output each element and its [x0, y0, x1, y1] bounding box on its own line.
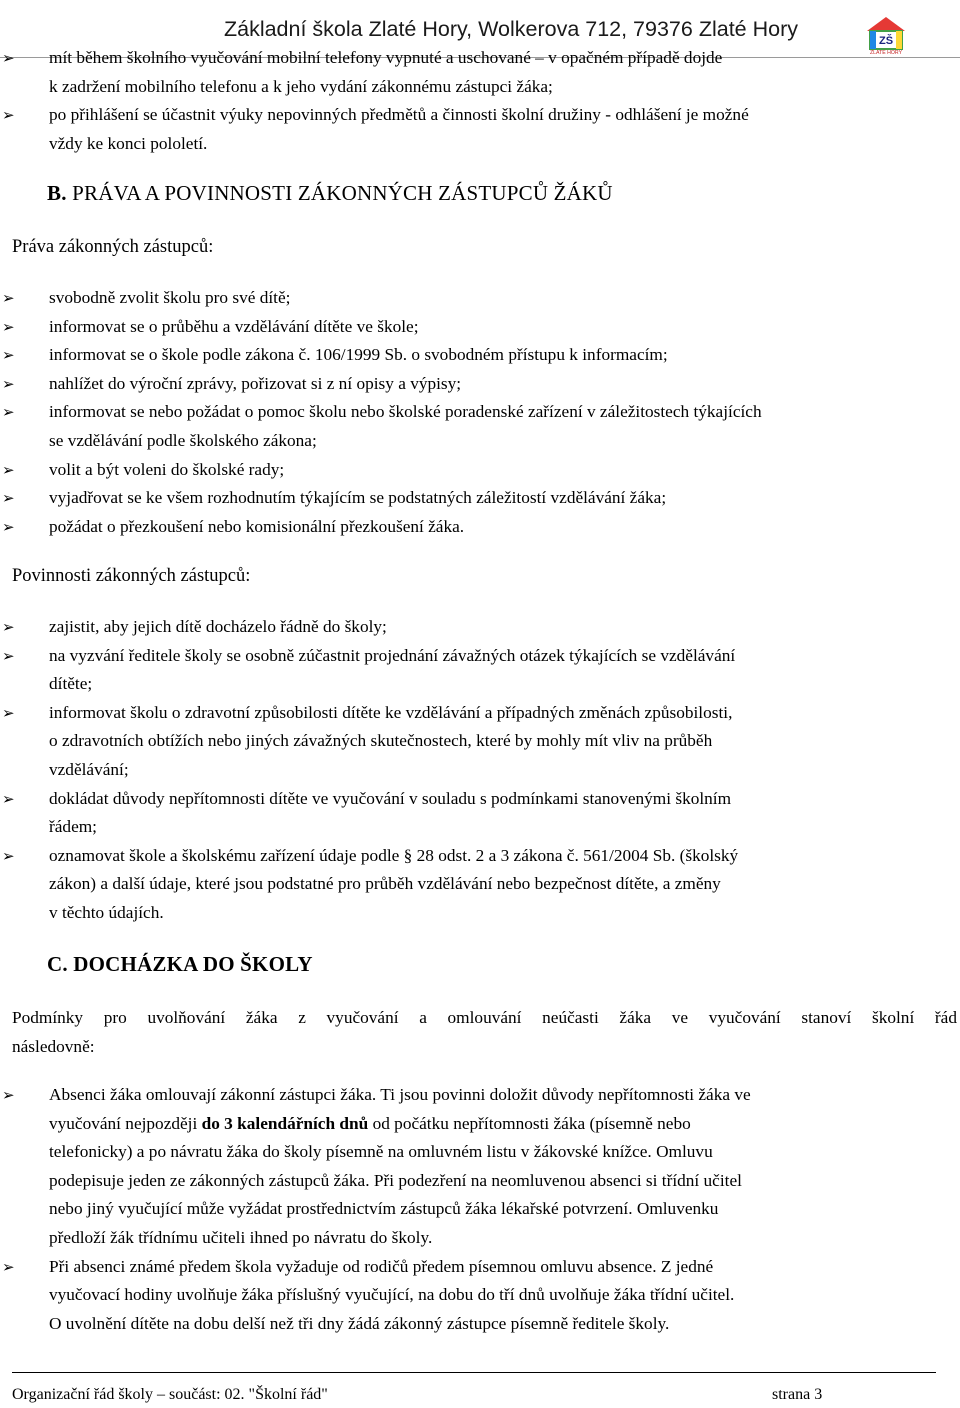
deadline-emphasis: do 3 kalendářních dnů	[201, 1113, 369, 1133]
bullet-arrow-icon: ➢	[2, 517, 15, 536]
list-item-continuation: k zadržení mobilního telefonu a k jeho vydání zákonnému zástupci žáka;	[49, 76, 553, 96]
bullet-arrow-icon: ➢	[2, 646, 15, 665]
bullet-arrow-icon: ➢	[2, 703, 15, 722]
list-item-continuation: telefonicky) a po návratu žáka do školy písemně na omluvném listu v žákovské knížce. Omluvu	[49, 1142, 713, 1162]
list-item-continuation: dítěte;	[49, 674, 93, 694]
bullet-arrow-icon: ➢	[2, 289, 15, 307]
list-item-continuation: řádem;	[49, 817, 97, 837]
list-item: ➢ volit a být voleni do školské rady;	[49, 456, 957, 485]
bullet-arrow-icon: ➢	[2, 106, 15, 124]
page-footer	[12, 1372, 936, 1402]
bullet-arrow-icon: ➢	[2, 1086, 15, 1104]
school-address: Základní škola Zlaté Hory, Wolkerova 712, 79376 Zlaté Hory	[223, 17, 798, 41]
list-item: ➢ svobodně zvolit školu pro své dítě;	[49, 284, 957, 313]
bullet-arrow-icon: ➢	[2, 49, 15, 67]
bullet-arrow-icon: ➢	[2, 374, 15, 393]
list-item: ➢ po přihlášení se účastnit výuky nepovinných předmětů a činnosti školní družiny - odhlášení je možné	[49, 101, 957, 130]
rights-heading: Práva zákonných zástupců:	[12, 237, 214, 257]
list-item: ➢ informovat se o škole podle zákona č. 106/1999 Sb. o svobodném přístupu k informacím;	[49, 341, 957, 370]
section-c-intro-line: Podmínky pro uvolňování žáka z vyučování a omlouvání neúčasti žáka ve vyučování stanoví školní řád	[12, 1008, 957, 1027]
page-number: strana 3	[772, 1386, 823, 1403]
list-item: ➢ Při absenci známé předem škola vyžaduje od rodičů předem písemnou omluvu absence. Z jedné	[49, 1253, 957, 1282]
bullet-arrow-icon: ➢	[2, 346, 15, 365]
list-item-continuation: podepisuje jeden ze zákonných zástupců žáka. Při podezření na neomluvenou absenci si třídní učitel	[49, 1170, 742, 1190]
list-item: ➢ informovat se nebo požádat o pomoc školu nebo školské poradenské zařízení v záležitostech týkajících	[49, 398, 957, 427]
list-item-continuation: vyučování nejpozději do 3 kalendářních dnů od počátku nepřítomnosti žáka (písemně nebo	[49, 1113, 691, 1133]
svg-text:ZŠ: ZŠ	[878, 35, 894, 47]
list-item: ➢ na vyzvání ředitele školy se osobně zúčastnit projednání závažných otázek týkajících se vzdělávání	[49, 642, 957, 671]
list-item-continuation: předloží žák třídnímu učiteli ihned po návratu do školy.	[49, 1228, 433, 1247]
list-item: ➢ mít během školního vyučování mobilní telefony vypnuté a uschované – v opačném případě dojde	[49, 44, 957, 73]
list-item-continuation: O uvolnění dítěte na dobu delší než tři dny žádá zákonný zástupce písemně ředitele školy.	[49, 1313, 670, 1333]
list-item: ➢ Absenci žáka omlouvají zákonní zástupci žáka. Ti jsou povinni doložit důvody nepřítomnosti žáka ve	[49, 1081, 957, 1110]
list-item-continuation: vždy ke konci pololetí.	[49, 133, 208, 153]
list-item: ➢ zajistit, aby jejich dítě docházelo řádně do školy;	[49, 613, 957, 642]
list-item-continuation: vzdělávání;	[49, 760, 129, 779]
list-item: ➢ požádat o přezkoušení nebo komisionální přezkoušení žáka.	[49, 513, 957, 542]
bullet-arrow-icon: ➢	[2, 618, 15, 636]
list-item: ➢ oznamovat škole a školskému zařízení údaje podle § 28 odst. 2 a 3 zákona č. 561/2004 Sb. (školský	[49, 842, 957, 871]
footer-divider	[12, 1372, 936, 1373]
list-item-continuation: o zdravotních obtížích nebo jiných závažných skutečnostech, které by mohly mít vliv na průběh	[49, 731, 713, 751]
bullet-arrow-icon: ➢	[2, 489, 15, 508]
footer-document-title: Organizační řád školy – součást: 02. "Školní řád"	[12, 1386, 328, 1403]
list-item: ➢ nahlížet do výroční zprávy, pořizovat si z ní opisy a výpisy;	[49, 370, 957, 399]
bullet-arrow-icon: ➢	[2, 403, 15, 422]
list-item-continuation: vyučovací hodiny uvolňuje žáka příslušný vyučující, na dobu do tří dnů uvolňuje žáka třídní učitel.	[49, 1285, 735, 1305]
list-item: ➢ informovat se o průběhu a vzdělávání dítěte ve škole;	[49, 313, 957, 342]
list-item-continuation: se vzdělávání podle školského zákona;	[49, 431, 317, 450]
section-c-intro-line: následovně:	[12, 1036, 95, 1056]
section-c-title: C. DOCHÁZKA DO ŠKOLY	[47, 952, 313, 976]
list-item: ➢ vyjadřovat se ke všem rozhodnutím týkajícím se podstatných záležitostí vzdělávání žáka;	[49, 484, 957, 513]
bullet-arrow-icon: ➢	[2, 1257, 15, 1276]
duties-heading: Povinnosti zákonných zástupců:	[12, 566, 251, 586]
bullet-arrow-icon: ➢	[2, 317, 15, 336]
list-item: ➢ dokládat důvody nepřítomnosti dítěte ve vyučování v souladu s podmínkami stanovenými školním	[49, 785, 957, 814]
list-item-continuation: v těchto údajích.	[49, 903, 164, 922]
section-b-title: B. PRÁVA A POVINNOSTI ZÁKONNÝCH ZÁSTUPCŮ ŽÁKŮ	[47, 181, 613, 205]
list-item: ➢ informovat školu o zdravotní způsobilosti dítěte ke vzdělávání a případných změnách způsobilosti,	[49, 699, 957, 728]
list-item-continuation: nebo jiný vyučující může vyžádat prostřednictvím zástupců žáka lékařské potvrzení. Omluvenku	[49, 1199, 719, 1219]
list-item-continuation: zákon) a další údaje, které jsou podstatné pro průběh vzdělávání nebo bezpečnost dítěte, a změny	[49, 874, 721, 894]
bullet-arrow-icon: ➢	[2, 789, 15, 808]
bullet-arrow-icon: ➢	[2, 460, 15, 479]
bullet-arrow-icon: ➢	[2, 846, 15, 865]
svg-text:ZLATÉ HORY: ZLATÉ HORY	[869, 50, 903, 55]
